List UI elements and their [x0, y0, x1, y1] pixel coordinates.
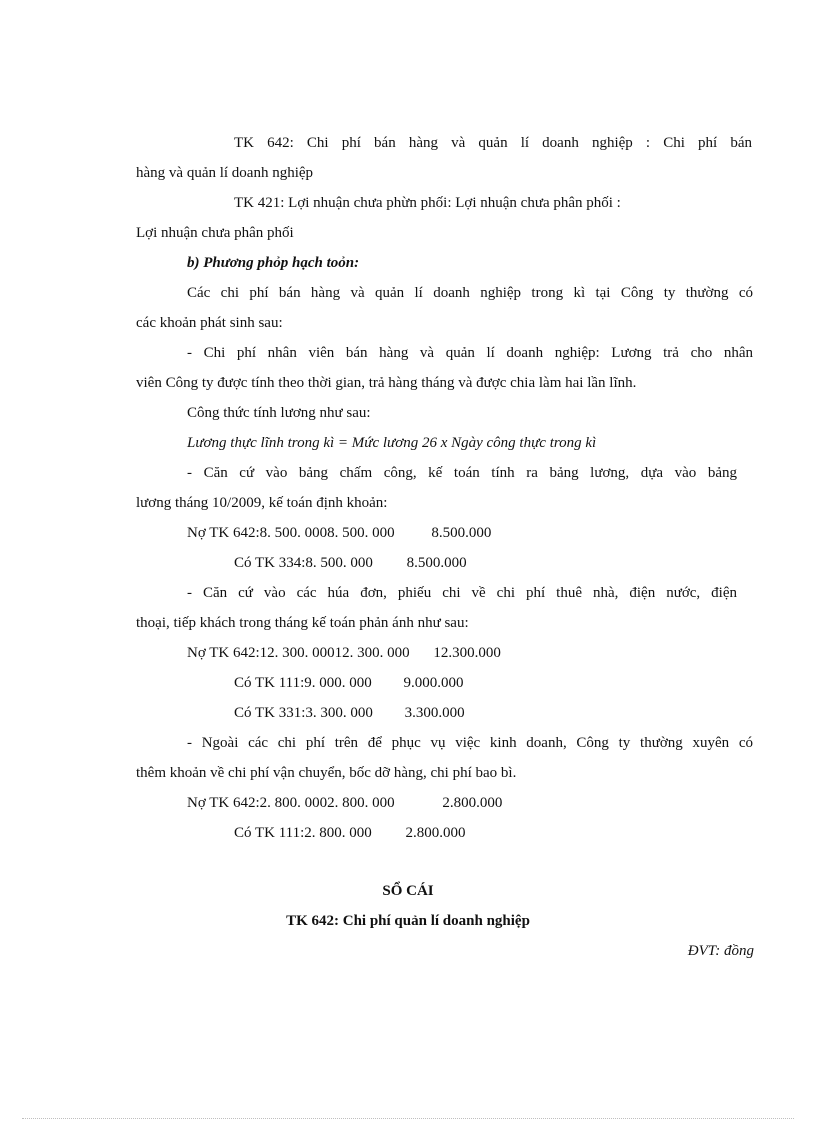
paragraph-tk421-line1: TK 421: Lợi nhuận chưa phừn phối: Lợi nhuận chưa phân phối : [234, 195, 621, 211]
entry-amount: 12.300.000 [433, 645, 501, 661]
ledger-subtitle: TK 642: Chi phí quản lí doanh nghiệp [286, 913, 530, 929]
entry-amount: 8.500.000 [431, 525, 492, 541]
entry-amount: 2.800.000 [442, 795, 503, 811]
entry-account: Có TK 331:3. 300. 000 [234, 705, 373, 721]
entry-account: Nợ TK 642:12. 300. 00012. 300. 000 [187, 645, 410, 661]
paragraph-formula-intro: Công thức tính lương như sau: [187, 405, 371, 421]
paragraph-invoices-line2: thoại, tiếp khách trong tháng kế toán phản ánh như sau: [136, 615, 469, 631]
paragraph-timesheet-line2: lương tháng 10/2009, kế toán định khoản: [136, 495, 388, 511]
entry-account: Có TK 111:2. 800. 000 [234, 825, 372, 841]
paragraph-tk642-line2: hàng và quản lí doanh nghiệp [136, 165, 314, 181]
entry-amount: 8.500.000 [406, 555, 467, 571]
paragraph-costs-line1: Các chi phí bán hàng và quản lí doanh nghiệp trong kì tại Công ty thường có [187, 285, 753, 301]
entry-account: Có TK 111:9. 000. 000 [234, 675, 372, 691]
unit-label: ĐVT: đồng [687, 943, 754, 959]
paragraph-tk421-line2: Lợi nhuận chưa phân phối [136, 225, 294, 241]
entry-account: Nợ TK 642:2. 800. 0002. 800. 000 [187, 795, 395, 811]
paragraph-timesheet-line1: - Căn cứ vào bảng chấm công, kế toán tính ra bảng lương, dựa vào bảng [187, 465, 737, 481]
paragraph-salary-line2: viên Công ty được tính theo thời gian, trả hàng tháng và được chia làm hai lần lĩnh. [136, 375, 637, 391]
paragraph-costs-line2: các khoản phát sinh sau: [136, 315, 283, 331]
journal-entry-debit-642-b [187, 643, 501, 663]
journal-entry-debit-642-a [187, 523, 491, 543]
journal-entry-debit-642-c [187, 793, 502, 813]
entry-amount: 9.000.000 [403, 675, 464, 691]
journal-entry-credit-111-a [234, 673, 464, 693]
entry-amount: 3.300.000 [404, 705, 465, 721]
journal-entry-credit-334 [234, 553, 467, 573]
entry-amount: 2.800.000 [405, 825, 466, 841]
ledger-title: SỔ CÁI [382, 883, 434, 899]
entry-account: Nợ TK 642:8. 500. 0008. 500. 000 [187, 525, 395, 541]
paragraph-other-costs-line2: thêm khoản về chi phí vận chuyển, bốc dỡ hàng, chi phí bao bì. [136, 765, 517, 781]
paragraph-other-costs-line1: - Ngoài các chi phí trên để phục vụ việc kinh doanh, Công ty thường xuyên có [187, 735, 753, 751]
journal-entry-credit-331 [234, 703, 465, 723]
page-bottom-divider [22, 1118, 794, 1119]
paragraph-salary-line1: - Chi phí nhân viên bán hàng và quản lí doanh nghiệp: Lương trả cho nhân [187, 345, 753, 361]
paragraph-tk642-line1: TK 642: Chi phí bán hàng và quản lí doanh nghiệp : Chi phí bán [234, 135, 752, 151]
salary-formula: Lương thực lĩnh trong kì = Mức lương 26 x Ngày công thực trong kì [187, 435, 597, 451]
journal-entry-credit-111-b [234, 823, 466, 843]
paragraph-invoices-line1: - Căn cứ vào các húa đơn, phiếu chi về chi phí thuê nhà, điện nước, điện [187, 585, 737, 601]
entry-account: Có TK 334:8. 500. 000 [234, 555, 373, 571]
section-heading-method: b) Phương phỏp hạch toỏn: [187, 255, 360, 271]
